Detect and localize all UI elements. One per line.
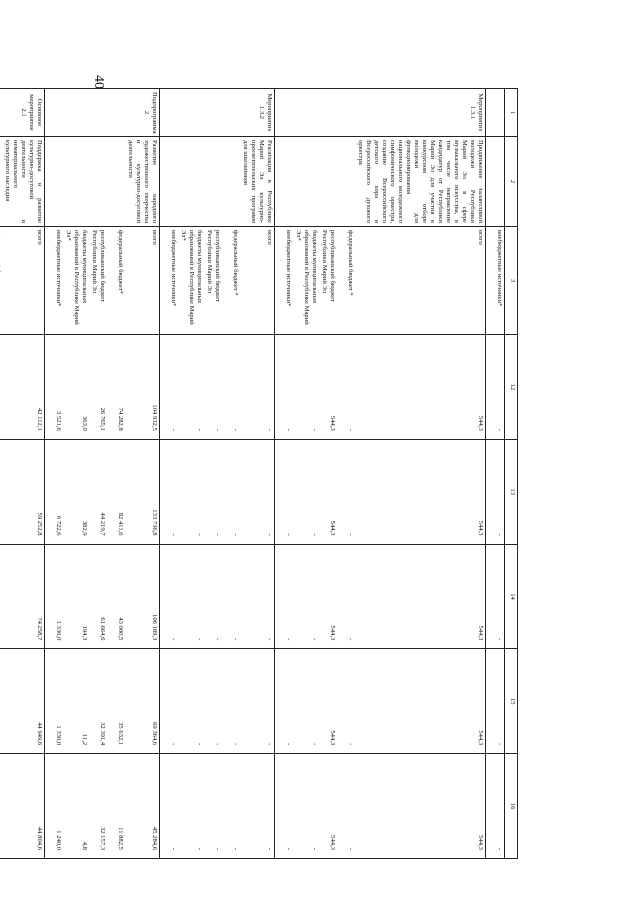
table-row: [486, 89, 505, 859]
row-source: федеральный бюджет *: [337, 227, 355, 335]
value-col-14: 544,3: [355, 544, 486, 649]
value-col-14: 1 330,0: [45, 544, 64, 649]
row-name: [63, 137, 89, 227]
row-code: [107, 89, 125, 137]
value-col-14: -: [204, 544, 222, 649]
header-cell-12: 12: [505, 335, 518, 440]
row-source: внебюджетные источники*: [275, 227, 294, 335]
value-col-15: -: [486, 649, 505, 754]
value-col-12: 3 521,6: [45, 335, 64, 440]
value-col-14: -: [160, 544, 179, 649]
row-source: внебюджетные источники*: [45, 227, 64, 335]
value-col-12: 544,3: [355, 335, 486, 440]
value-col-12: -: [486, 335, 505, 440]
value-col-12: 363,0: [63, 335, 89, 440]
row-name: Поддержка и развитие культурно-досуговой деятельности и нематериального культурного наследия: [2, 137, 45, 227]
value-col-13: 82 411,6: [107, 439, 125, 544]
value-col-15: 69 364,6: [125, 649, 160, 754]
value-col-14: 74 258,7: [2, 544, 45, 649]
row-code: [275, 89, 294, 137]
table-row: [89, 89, 107, 859]
value-col-13: -: [293, 439, 319, 544]
row-code: Основное мероприятие 2.1: [2, 89, 45, 137]
value-col-16: -: [204, 754, 222, 859]
value-col-14: -: [337, 544, 355, 649]
row-name: [160, 137, 179, 227]
value-col-15: 32 391,4: [89, 649, 107, 754]
value-col-16: 44 804,6: [2, 754, 45, 859]
value-col-13: -: [337, 439, 355, 544]
table-row: [178, 89, 204, 859]
row-source: бюджеты муниципальных образований в Республике Марий Эл*: [293, 227, 319, 335]
value-col-14: 106 189,3: [125, 544, 160, 649]
header-cell-15: 15: [505, 649, 518, 754]
value-col-13: 382,9: [63, 439, 89, 544]
row-source: внебюджетные источники*: [486, 227, 505, 335]
row-code: Подпрограмма 2: [125, 89, 160, 137]
value-col-15: 44 949,6: [2, 649, 45, 754]
row-code: [222, 89, 240, 137]
value-col-13: 544,3: [355, 439, 486, 544]
row-source: федеральный бюджет *: [222, 227, 240, 335]
value-col-14: -: [240, 544, 275, 649]
table-row: [107, 89, 125, 859]
value-col-12: -: [178, 335, 204, 440]
row-source: республиканский бюджет Республики Марий Эл: [319, 227, 337, 335]
rotated-table-container: [4, 88, 518, 858]
value-col-13: 44 219,7: [89, 439, 107, 544]
value-col-14: [0, 544, 2, 649]
value-col-15: -: [222, 649, 240, 754]
value-col-16: [0, 754, 2, 859]
table-row: [160, 89, 179, 859]
value-col-14: -: [293, 544, 319, 649]
row-code: [293, 89, 319, 137]
value-col-15: -: [337, 649, 355, 754]
header-cell-3: 3: [505, 227, 518, 335]
value-col-15: 544,3: [355, 649, 486, 754]
row-name: Развитие народного художественного творчества и культурно-досуговой деятельности: [125, 137, 160, 227]
row-name: [107, 137, 125, 227]
row-name: [486, 137, 505, 227]
budget-table: [0, 88, 518, 859]
table-row: [337, 89, 355, 859]
row-code: [89, 89, 107, 137]
value-col-16: 544,3: [319, 754, 337, 859]
table-row: [222, 89, 240, 859]
value-col-13: [0, 439, 2, 544]
row-name: [178, 137, 204, 227]
row-name: [275, 137, 294, 227]
value-col-15: 11,2: [63, 649, 89, 754]
table-row: [319, 89, 337, 859]
table-row: [355, 89, 486, 859]
value-col-12: 544,3: [319, 335, 337, 440]
row-source: внебюджетные источники*: [160, 227, 179, 335]
value-col-15: -: [160, 649, 179, 754]
value-col-12: -: [222, 335, 240, 440]
value-col-12: 104 932,5: [125, 335, 160, 440]
value-col-16: -: [337, 754, 355, 859]
value-col-13: 6 722,6: [45, 439, 64, 544]
row-code: [0, 89, 2, 137]
value-col-16: -: [275, 754, 294, 859]
value-col-15: [0, 649, 2, 754]
row-code: Мероприятие 1.3.1: [355, 89, 486, 137]
row-source: всего: [2, 227, 45, 335]
value-col-12: -: [293, 335, 319, 440]
row-source: всего: [355, 227, 486, 335]
row-code: [204, 89, 222, 137]
value-col-15: 1 330,0: [45, 649, 64, 754]
table-row: [204, 89, 222, 859]
row-name: [0, 137, 2, 227]
value-col-16: 1 240,0: [45, 754, 64, 859]
table-row: [275, 89, 294, 859]
value-col-14: -: [178, 544, 204, 649]
value-col-12: 74 282,8: [107, 335, 125, 440]
row-code: [337, 89, 355, 137]
row-code: [160, 89, 179, 137]
value-col-12: -: [275, 335, 294, 440]
value-col-15: 544,3: [319, 649, 337, 754]
value-col-12: -: [337, 335, 355, 440]
row-source: всего: [240, 227, 275, 335]
value-col-13: 544,3: [319, 439, 337, 544]
row-name: [222, 137, 240, 227]
row-name: [204, 137, 222, 227]
row-source: республиканский бюджет Республики Марий Эл: [204, 227, 222, 335]
value-col-13: -: [204, 439, 222, 544]
value-col-14: 61 664,6: [89, 544, 107, 649]
value-col-16: 45 284,6: [125, 754, 160, 859]
value-col-16: -: [486, 754, 505, 859]
header-cell-1: 1: [505, 89, 518, 137]
table-row: [63, 89, 89, 859]
value-col-16: -: [293, 754, 319, 859]
row-name: [319, 137, 337, 227]
value-col-13: -: [222, 439, 240, 544]
row-source: федеральный бюджет*: [107, 227, 125, 335]
row-code: Мероприятие 1.3.2: [240, 89, 275, 137]
row-name: [337, 137, 355, 227]
value-col-12: 26 765,1: [89, 335, 107, 440]
row-source: бюджеты муниципальных образований в Республике Марий Эл*: [63, 227, 89, 335]
value-col-14: -: [222, 544, 240, 649]
value-col-13: -: [275, 439, 294, 544]
table-row: [2, 89, 45, 859]
value-col-14: 43 000,5: [107, 544, 125, 649]
value-col-12: -: [160, 335, 179, 440]
row-source: республиканский бюджет Республики Марий Эл: [89, 227, 107, 335]
value-col-15: -: [204, 649, 222, 754]
value-col-13: -: [160, 439, 179, 544]
value-col-12: [0, 335, 2, 440]
row-code: [319, 89, 337, 137]
row-name: Реализация в Республике Марий Эл культурно-просветительских программ для школьников: [240, 137, 275, 227]
value-col-15: -: [293, 649, 319, 754]
value-col-16: 544,3: [355, 754, 486, 859]
value-col-14: 544,3: [319, 544, 337, 649]
header-cell-13: 13: [505, 439, 518, 544]
header-row: [505, 89, 518, 859]
value-col-14: -: [486, 544, 505, 649]
value-col-16: -: [222, 754, 240, 859]
header-cell-16: 16: [505, 754, 518, 859]
value-col-16: 32 157,3: [89, 754, 107, 859]
header-cell-2: 2: [505, 137, 518, 227]
value-col-16: 4,8: [63, 754, 89, 859]
value-col-16: -: [178, 754, 204, 859]
table-row: [125, 89, 160, 859]
row-code: [45, 89, 64, 137]
header-cell-14: 14: [505, 544, 518, 649]
value-col-14: -: [275, 544, 294, 649]
table-row: [45, 89, 64, 859]
table-row: [0, 89, 2, 859]
value-col-12: -: [240, 335, 275, 440]
value-col-15: -: [240, 649, 275, 754]
page-number: 40: [91, 75, 106, 89]
value-col-12: -: [204, 335, 222, 440]
table-row: [293, 89, 319, 859]
table-row: [240, 89, 275, 859]
row-code: [63, 89, 89, 137]
row-source: [0, 227, 2, 335]
value-col-13: -: [240, 439, 275, 544]
row-source: бюджеты муниципальных образований в Республике Марий Эл*: [178, 227, 204, 335]
row-name: [293, 137, 319, 227]
value-col-13: -: [178, 439, 204, 544]
value-col-15: -: [178, 649, 204, 754]
value-col-16: -: [240, 754, 275, 859]
value-col-16: -: [160, 754, 179, 859]
value-col-13: -: [486, 439, 505, 544]
row-name: [89, 137, 107, 227]
row-code: [178, 89, 204, 137]
row-name: [45, 137, 64, 227]
value-col-16: 11 882,5: [107, 754, 125, 859]
value-col-13: 59 252,8: [2, 439, 45, 544]
value-col-15: -: [275, 649, 294, 754]
row-source: всего: [125, 227, 160, 335]
value-col-12: 42 112,1: [2, 335, 45, 440]
row-name: Продвижение талантливой молодежи Республики Марий Эл в сфере музыкального искусства, в том числе направление кандидатур от Республики Марий Эл для участия в конкурсном отборе молодежи для функционирования национального молодежного симфонического оркестра, создание Всероссийского детского хора и Всероссийского духового оркестра: [355, 137, 486, 227]
row-code: [486, 89, 505, 137]
value-col-15: 35 632,1: [107, 649, 125, 754]
value-col-14: 194,3: [63, 544, 89, 649]
value-col-13: 133 736,8: [125, 439, 160, 544]
